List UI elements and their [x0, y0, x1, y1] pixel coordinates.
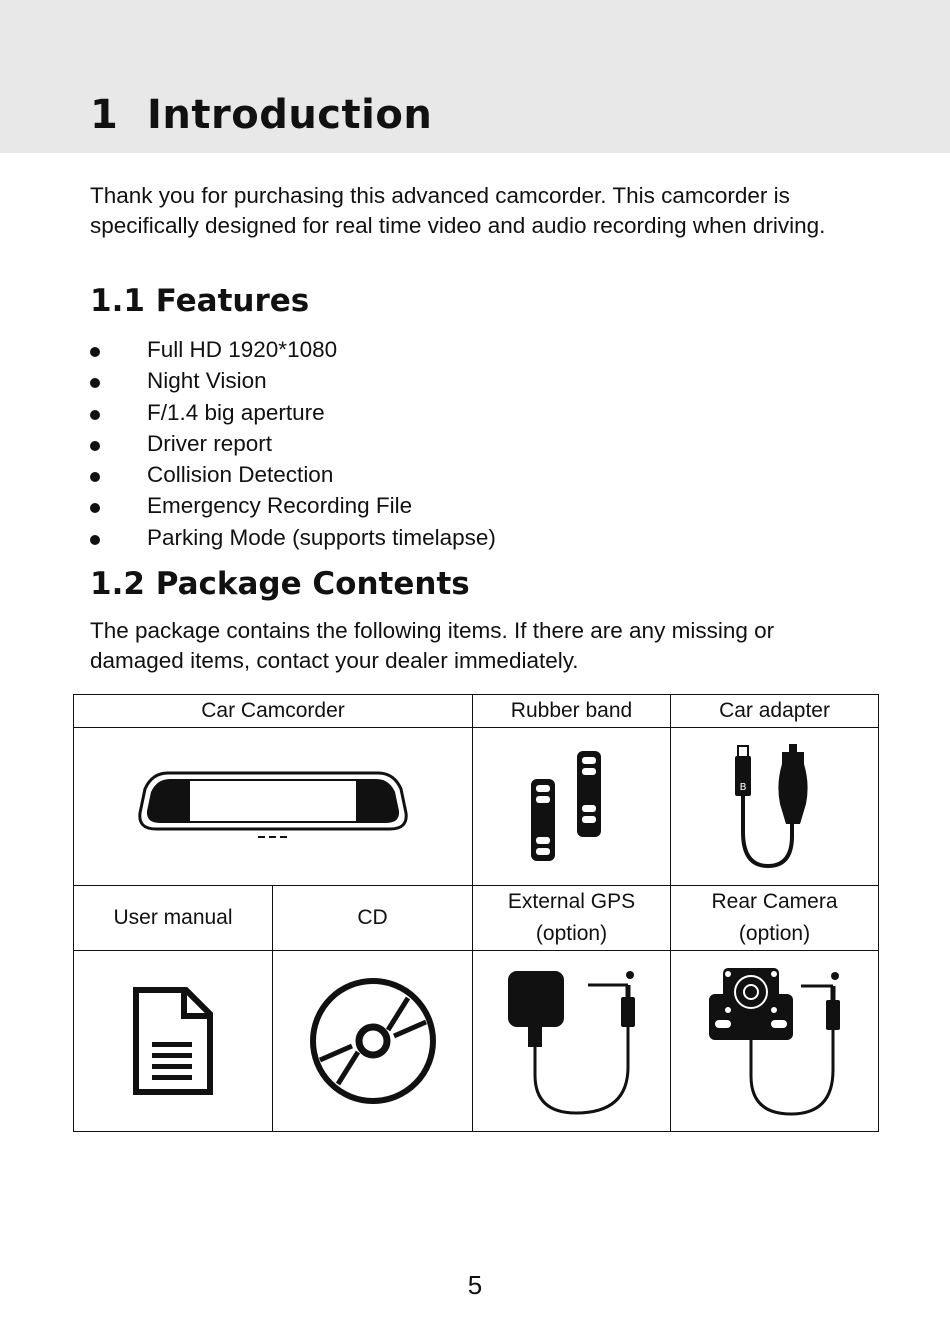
feature-text: Emergency Recording File [147, 493, 413, 519]
rubber-band-label: Rubber band [473, 695, 671, 728]
feature-item [90, 399, 496, 430]
bullet-icon [90, 441, 100, 451]
cd-label: CD [273, 886, 473, 951]
user-manual-cell [74, 951, 273, 1132]
feature-text: Collision Detection [147, 462, 334, 488]
feature-item [90, 430, 496, 461]
package-contents-table [73, 694, 879, 1132]
rear-camera-label-line1: Rear Camera [711, 890, 838, 913]
car-adapter-icon [730, 744, 820, 869]
chapter-title [90, 92, 432, 138]
rear-camera-label-line2: (option) [738, 922, 811, 945]
feature-text: Night Vision [147, 368, 267, 394]
page-number: 5 [467, 1270, 483, 1300]
intro-paragraph: Thank you for purchasing this advanced camcorder. This camcorder is specifically designed for real time video and audio recording when driving. [90, 183, 826, 238]
bullet-icon [90, 472, 100, 482]
usb-b-label: B [739, 782, 746, 793]
chapter-title-text: Introduction [147, 92, 433, 138]
bullet-icon [90, 535, 100, 545]
chapter-number: 1 [90, 92, 119, 138]
feature-text: Driver report [147, 430, 273, 456]
document-icon [128, 986, 218, 1096]
features-list [90, 336, 496, 555]
package-paragraph: The package contains the following items. If there are any missing or damaged items, contact your dealer immediately. [90, 618, 775, 673]
feature-item [90, 524, 496, 555]
mirror-camcorder-icon [138, 767, 408, 847]
feature-text: F/1.4 big aperture [147, 399, 325, 425]
external-gps-cell [473, 951, 671, 1132]
features-heading: 1.1 Features [90, 283, 310, 319]
rear-camera-icon [705, 966, 845, 1116]
external-gps-label [473, 886, 671, 951]
feature-text: Full HD 1920*1080 [147, 337, 338, 362]
rear-camera-label [671, 886, 879, 951]
gps-label-line1: External GPS [507, 890, 636, 913]
rear-camera-cell [671, 951, 879, 1132]
user-manual-label: User manual [74, 886, 273, 951]
rubber-band-icon [527, 749, 617, 864]
camcorder-label: Car Camcorder [74, 695, 473, 728]
car-adapter-label: Car adapter [671, 695, 879, 728]
cd-disc-icon [308, 976, 438, 1106]
gps-label-line2: (option) [535, 922, 608, 945]
feature-item [90, 492, 496, 523]
bullet-icon [90, 410, 100, 420]
car-adapter-cell [671, 728, 879, 886]
rubber-band-cell [473, 728, 671, 886]
feature-item [90, 336, 496, 367]
cd-cell [273, 951, 473, 1132]
package-heading: 1.2 Package Contents [90, 566, 470, 602]
bullet-icon [90, 378, 100, 388]
feature-text: Parking Mode (supports timelapse) [147, 524, 496, 550]
feature-item [90, 367, 496, 398]
camcorder-cell [74, 728, 473, 886]
bullet-icon [90, 347, 100, 357]
feature-item [90, 461, 496, 492]
gps-module-icon [504, 967, 639, 1115]
bullet-icon [90, 503, 100, 513]
